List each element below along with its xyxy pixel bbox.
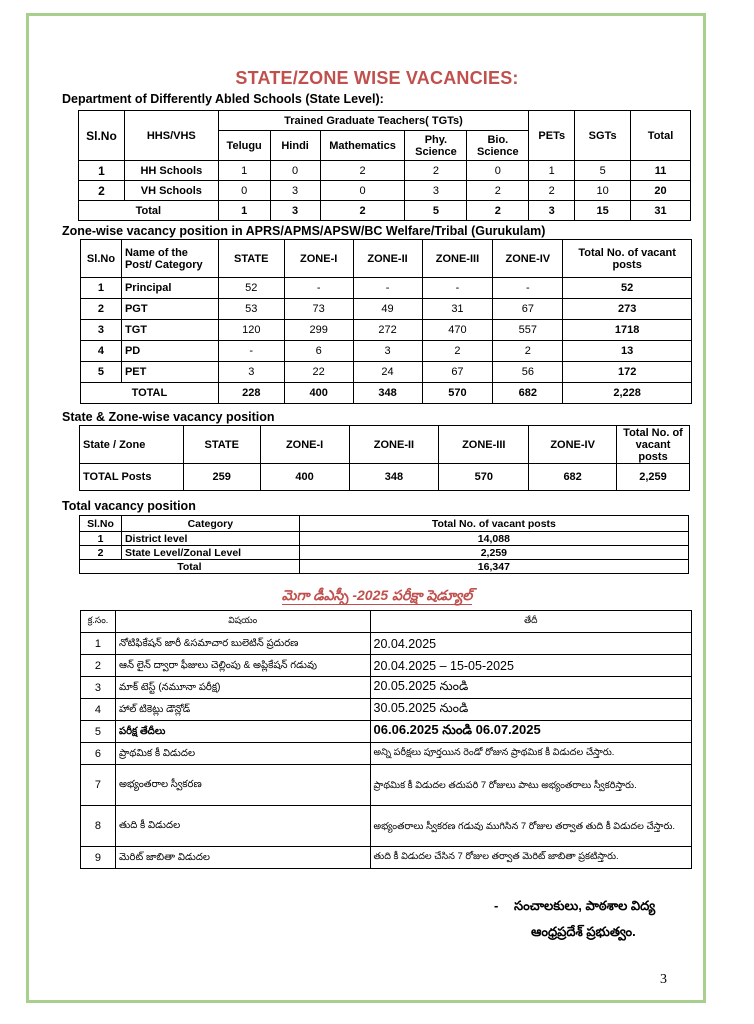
- col-category: Category: [121, 516, 299, 532]
- section-differently-abled-label: Department of Differently Abled Schools (State Level):: [62, 92, 384, 106]
- col-total-vacant: Total No. of vacant posts: [563, 240, 692, 278]
- section-total-vacancy-label: Total vacancy position: [62, 499, 196, 513]
- col-total-vacant: Total No. of vacant posts: [299, 516, 688, 532]
- table-row: 1 నోటిఫికేషన్ జారీ &సమాచార బులెటిన్ ప్రదురణ 20.04.2025: [81, 633, 692, 655]
- col-slno: Sl.No: [79, 111, 125, 161]
- col-slno: Sl.No: [81, 240, 122, 278]
- table-row: 3 TGT 120 299 272 470 557 1718: [81, 320, 692, 341]
- section-state-zone-label: State & Zone-wise vacancy position: [62, 410, 275, 424]
- table-row: 1 District level 14,088: [80, 532, 689, 546]
- table-total-row: TOTAL 228 400 348 570 682 2,228: [81, 383, 692, 404]
- table-total-row: Total 1 3 2 5 2 3 15 31: [79, 201, 691, 221]
- col-phy-science: Phy. Science: [405, 131, 467, 161]
- table-row: 2 VH Schools 0 3 0 3 2 2 10 20: [79, 181, 691, 201]
- col-zone-3: ZONE-III: [422, 240, 493, 278]
- table-row: 7 అభ్యంతరాల స్వీకరణ ప్రాథమిక కీ విడుదల తదుపరి 7 రోజులు పాటు అభ్యంతరాలు స్వీకరిస్తారు.: [81, 765, 692, 806]
- col-slno: Sl.No: [80, 516, 122, 532]
- table-row: 1 HH Schools 1 0 2 2 0 1 5 11: [79, 161, 691, 181]
- exam-schedule-table: [80, 610, 692, 869]
- col-zone-4: ZONE-IV: [529, 426, 617, 464]
- col-zone-1: ZONE-I: [260, 426, 349, 464]
- col-pets: PETs: [529, 111, 575, 161]
- col-zone-3: ZONE-III: [439, 426, 529, 464]
- schedule-heading: మెగా డీఎస్సీ -2025 పరీక్షా షెడ్యూల్: [281, 587, 473, 603]
- table-row: 9 మెరిట్ జాబితా విడుదల తుది కీ విడుదల చేసిన 7 రోజుల తర్వాత మెరిట్ జాబితా ప్రకటిస్తారు.: [81, 847, 692, 869]
- table-row: 3 మాక్ టెస్ట్ (నమూనా పరీక్ష) 20.05.2025 నుండి: [81, 677, 692, 699]
- section-zone-wise-label: Zone-wise vacancy position in APRS/APMS/APSW/BC Welfare/Tribal (Gurukulam): [62, 224, 546, 238]
- table-row: 4 PD - 6 3 2 2 13: [81, 341, 692, 362]
- col-sgts: SGTs: [575, 111, 631, 161]
- col-state-zone: State / Zone: [80, 426, 184, 464]
- col-subject: విషయం: [115, 611, 370, 633]
- signature-line-2: ఆంధ్రప్రదేశ్ ప్రభుత్వం.: [531, 924, 636, 939]
- col-post-category: Name of the Post/ Category: [121, 240, 218, 278]
- col-state: STATE: [218, 240, 284, 278]
- table-row: 2 ఆన్ లైన్ ద్వారా ఫీజులు చెల్లింపు & అప్లికేషన్ గడువు 20.04.2025 – 15-05-2025: [81, 655, 692, 677]
- col-date: తేదీ: [370, 611, 691, 633]
- total-vacancy-table: [79, 515, 689, 574]
- col-zone-1: ZONE-I: [284, 240, 353, 278]
- table-total-row: Total 16,347: [80, 560, 689, 574]
- col-total: Total: [631, 111, 691, 161]
- col-zone-2: ZONE-II: [349, 426, 439, 464]
- differently-abled-table: [78, 110, 691, 221]
- col-zone-4: ZONE-IV: [493, 240, 563, 278]
- col-telugu: Telugu: [218, 131, 270, 161]
- table-row: 4 హాల్ టికెట్లు డౌన్లోడ్ 30.05.2025 నుండి: [81, 699, 692, 721]
- signature-line-1: సంచాలకులు, పాఠశాల విద్య: [514, 898, 656, 913]
- table-row: 5 పరీక్ష తేదీలు 06.06.2025 నుండి 06.07.2025: [81, 721, 692, 743]
- zone-wise-table: [80, 239, 692, 404]
- state-zone-table: [79, 425, 690, 491]
- page-title: STATE/ZONE WISE VACANCIES:: [235, 68, 519, 88]
- col-zone-2: ZONE-II: [353, 240, 422, 278]
- col-total-vacant: Total No. of vacant posts: [617, 426, 690, 464]
- col-hindi: Hindi: [270, 131, 320, 161]
- table-row: 5 PET 3 22 24 67 56 172: [81, 362, 692, 383]
- table-row: 2 State Level/Zonal Level 2,259: [80, 546, 689, 560]
- col-hhs-vhs: HHS/VHS: [124, 111, 218, 161]
- col-serial: క్ర.సం.: [81, 611, 116, 633]
- table-row: 2 PGT 53 73 49 31 67 273: [81, 299, 692, 320]
- table-row: 8 తుది కీ విడుదల అభ్యంతరాలు స్వీకరణ గడువు ముగిసిన 7 రోజుల తర్వాత తుది కీ విడుదల చేస్తారు.: [81, 806, 692, 847]
- col-bio-science: Bio. Science: [467, 131, 529, 161]
- col-state: STATE: [183, 426, 260, 464]
- col-mathematics: Mathematics: [320, 131, 405, 161]
- table-row: TOTAL Posts 259 400 348 570 682 2,259: [80, 464, 690, 491]
- signature-dash: -: [494, 898, 499, 913]
- page-number: 3: [660, 972, 667, 987]
- table-row: 1 Principal 52 - - - - 52: [81, 278, 692, 299]
- table-row: 6 ప్రాథమిక కీ విడుదల అన్ని పరీక్షలు పూర్తయిన రెండో రోజున ప్రాథమిక కీ విడుదల చేస్తారు.: [81, 743, 692, 765]
- col-tgt-group: Trained Graduate Teachers( TGTs): [218, 111, 529, 131]
